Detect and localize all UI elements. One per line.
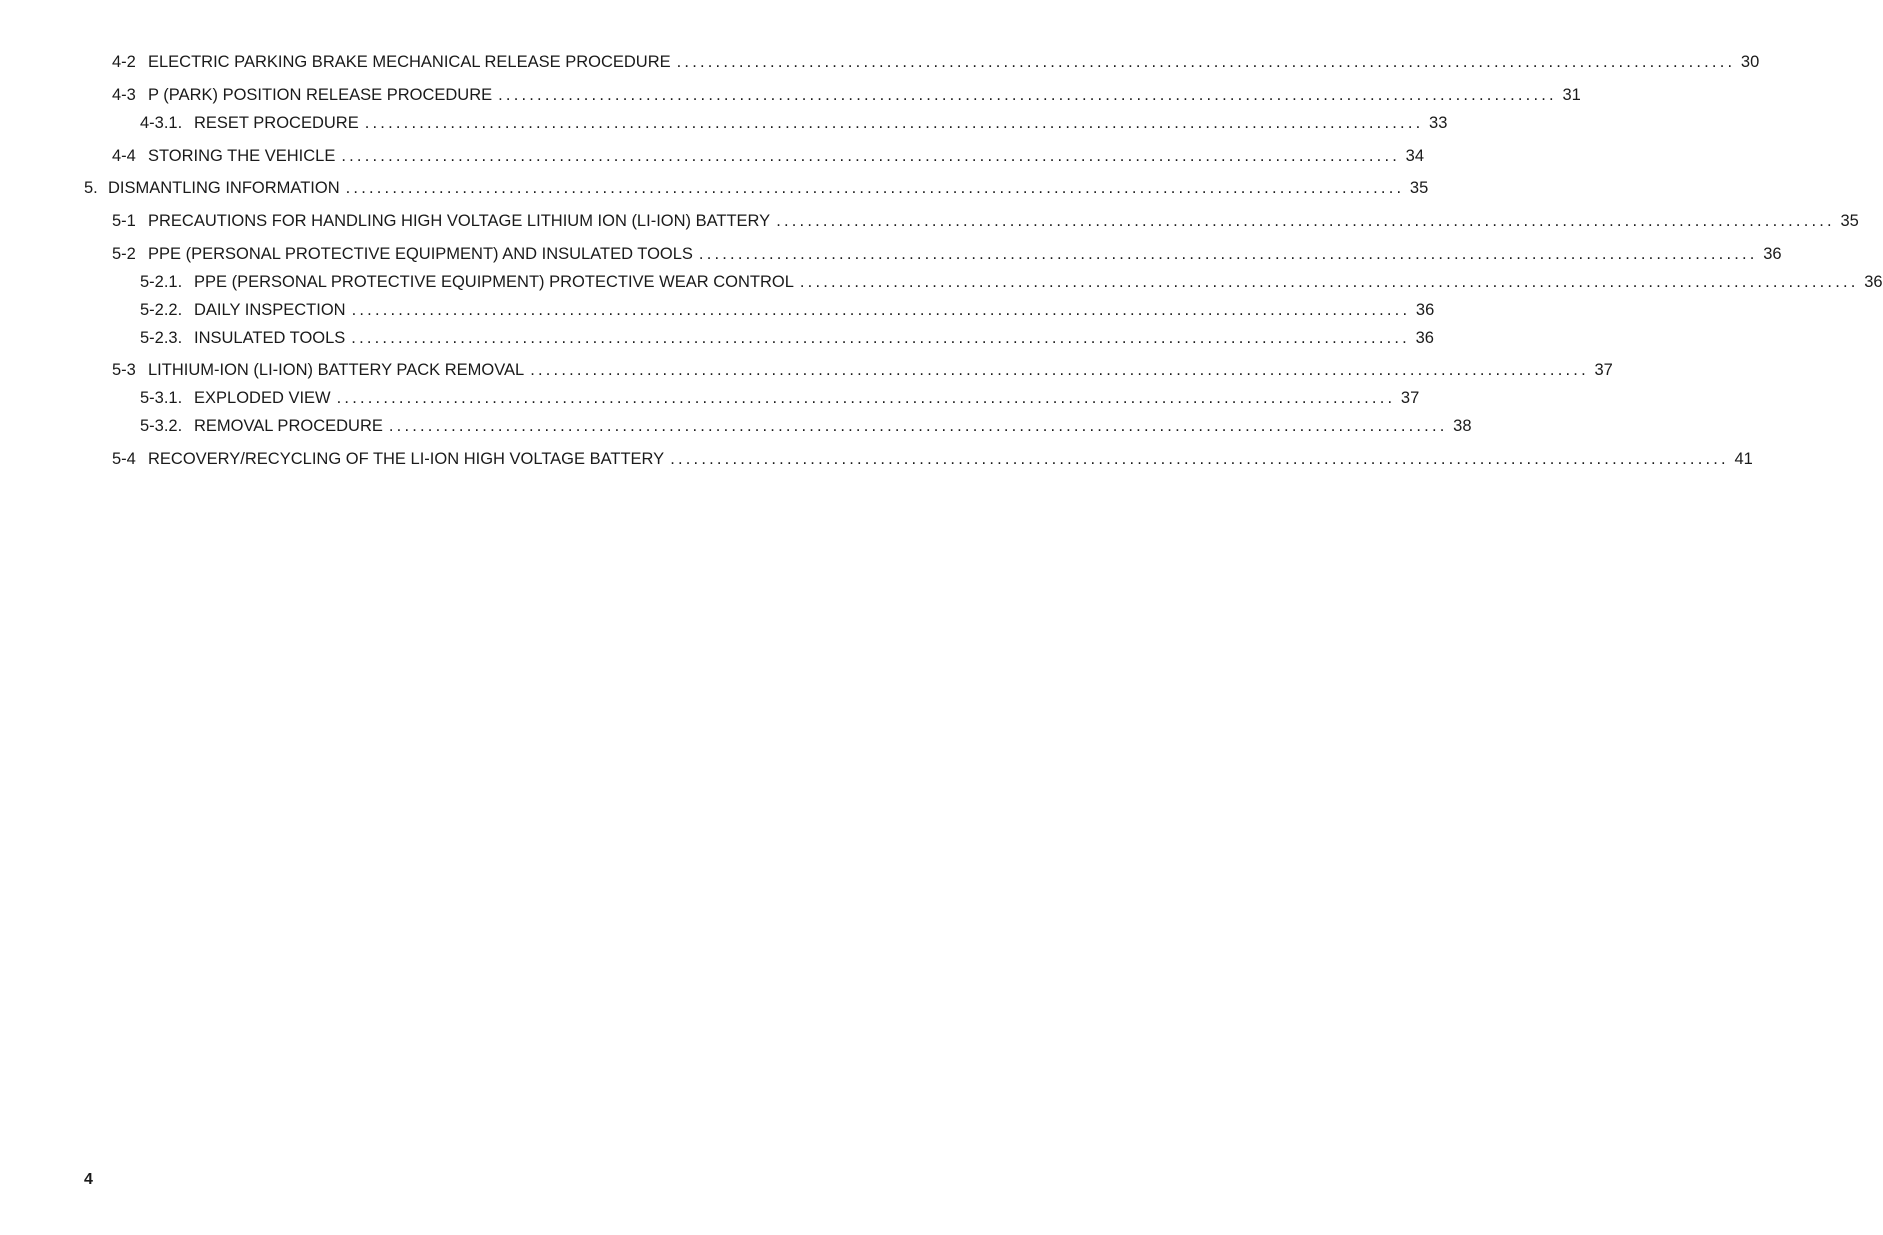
toc-entry-number: 5-2.1.	[140, 273, 183, 291]
toc-entry-5-2-3[interactable]	[140, 328, 1434, 348]
toc-entry-number: 4-3.1.	[140, 114, 183, 132]
toc-entry-title: STORING THE VEHICLE	[148, 147, 336, 165]
toc-dot-leader: ........................................................................................................................................	[336, 389, 1396, 407]
toc-entry-number: 5-2.2.	[140, 301, 183, 319]
toc-entry-number: 5-3.2.	[140, 417, 183, 435]
toc-dot-leader: ........................................................................................................................................	[776, 212, 1835, 230]
toc-entry-5-4[interactable]	[112, 449, 1753, 469]
toc-entry-number: 5-2.3.	[140, 329, 183, 347]
toc-entry-number: 4-3	[112, 86, 136, 104]
toc-dot-leader: ........................................................................................................................................	[670, 450, 1729, 468]
toc-entry-title: PPE (PERSONAL PROTECTIVE EQUIPMENT) AND INSULATED TOOLS	[148, 245, 693, 263]
toc-entry-5-2[interactable]	[112, 244, 1782, 264]
toc-entry-page: 37	[1594, 361, 1613, 379]
toc-entry-title: P (PARK) POSITION RELEASE PROCEDURE	[148, 86, 493, 104]
toc-entry-number: 5.	[84, 179, 98, 197]
toc-entry-5-3[interactable]	[112, 360, 1613, 380]
toc-entry-page: 30	[1740, 53, 1760, 71]
toc-entry-5-2-2[interactable]	[140, 300, 1435, 320]
toc-entry-page: 37	[1400, 389, 1420, 407]
toc-entry-page: 34	[1405, 147, 1425, 165]
toc-dot-leader: ........................................................................................................................................	[799, 273, 1859, 291]
toc-entry-page: 41	[1734, 450, 1753, 468]
toc-entry-5-2-1[interactable]	[140, 272, 1883, 292]
toc-entry-number: 5-1	[112, 212, 136, 230]
page-number: 4	[84, 1171, 93, 1188]
toc-entry-5-3-1[interactable]	[140, 388, 1420, 408]
toc-entry-title: ELECTRIC PARKING BRAKE MECHANICAL RELEASE PROCEDURE	[148, 53, 671, 71]
toc-entry-4-2[interactable]	[112, 52, 1760, 72]
toc-entry-page: 36	[1415, 329, 1434, 347]
toc-entry-title: DISMANTLING INFORMATION	[108, 179, 340, 197]
toc-entry-4-3-1[interactable]	[140, 113, 1448, 133]
toc-dot-leader: ........................................................................................................................................	[698, 245, 1758, 263]
toc-entry-4-3[interactable]	[112, 85, 1581, 105]
toc-entry-4-4[interactable]	[112, 146, 1425, 166]
toc-entry-number: 5-2	[112, 245, 136, 263]
toc-entry-5-1[interactable]	[112, 211, 1859, 231]
toc-entry-number: 5-3	[112, 361, 136, 379]
toc-entry-title: RECOVERY/RECYCLING OF THE LI-ION HIGH VOLTAGE BATTERY	[148, 450, 665, 468]
toc-entry-page: 35	[1840, 212, 1859, 230]
toc-dot-leader: ........................................................................................................................................	[530, 361, 1589, 379]
toc-entry-number: 4-2	[112, 53, 136, 71]
toc-entry-title: REMOVAL PROCEDURE	[194, 417, 383, 435]
toc-entry-page: 36	[1763, 245, 1782, 263]
toc-entry-page: 36	[1415, 301, 1435, 319]
toc-dot-leader: ........................................................................................................................................	[351, 301, 1411, 319]
toc-entry-title: LITHIUM-ION (LI-ION) BATTERY PACK REMOVAL	[148, 361, 525, 379]
toc-entry-number: 5-3.1.	[140, 389, 183, 407]
toc-dot-leader: ........................................................................................................................................	[345, 179, 1405, 197]
toc-entry-title: INSULATED TOOLS	[194, 329, 346, 347]
toc-dot-leader: ........................................................................................................................................	[341, 147, 1401, 165]
toc-entry-title: RESET PROCEDURE	[194, 114, 359, 132]
toc-dot-leader: ........................................................................................................................................	[676, 53, 1736, 71]
toc-entry-title: EXPLODED VIEW	[194, 389, 331, 407]
toc-entry-title: PRECAUTIONS FOR HANDLING HIGH VOLTAGE LITHIUM ION (LI-ION) BATTERY	[148, 212, 771, 230]
toc-entry-page: 33	[1429, 114, 1448, 132]
toc-entry-number: 4-4	[112, 147, 136, 165]
toc-dot-leader: ........................................................................................................................................	[351, 329, 1410, 347]
toc-entry-title: DAILY INSPECTION	[194, 301, 346, 319]
toc-entry-title: PPE (PERSONAL PROTECTIVE EQUIPMENT) PROTECTIVE WEAR CONTROL	[194, 273, 794, 291]
toc-entry-number: 5-4	[112, 450, 136, 468]
toc-entry-page: 35	[1409, 179, 1429, 197]
toc-entry-page: 31	[1562, 86, 1581, 104]
toc-entry-page: 38	[1453, 417, 1472, 435]
toc-dot-leader: ........................................................................................................................................	[388, 417, 1448, 435]
toc-dot-leader: ........................................................................................................................................	[498, 86, 1557, 104]
toc-entry-page: 36	[1864, 273, 1883, 291]
toc-dot-leader: ........................................................................................................................................	[364, 114, 1424, 132]
toc-entry-5-3-2[interactable]	[140, 416, 1472, 436]
toc-entry-5[interactable]	[84, 178, 1429, 198]
